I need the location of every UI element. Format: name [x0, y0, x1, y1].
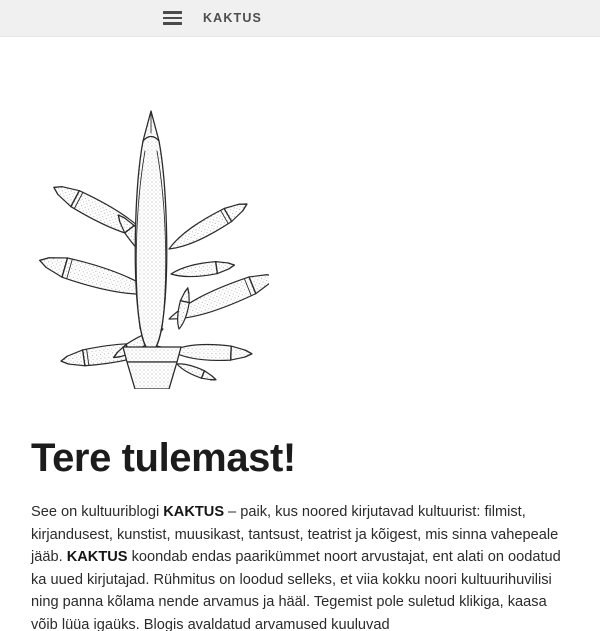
intro-text-part1: See on kultuuriblogi: [31, 504, 164, 520]
intro-paragraph: [31, 501, 571, 631]
main-content: [0, 37, 600, 631]
hamburger-bar-top: [163, 11, 182, 14]
hamburger-bar-middle: [163, 17, 182, 20]
intro-text-part3: koondab endas paarikümmet noort arvustajat, ent alati on oodatud ka uued kirjutajad. Rühmitus on loodud selleks, et viia kokku noori kultuurihuvilisi ning panna kõlama nende arvamus ja hääl. Tegemist pole suletud klikiga, kaasa võib lüüa igaüks. Blogis avaldatud arvamused kuuluvad: [31, 549, 561, 631]
site-header: [0, 0, 600, 37]
intro-brand-2: KAKTUS: [66, 549, 128, 565]
cactus-central-stem: [135, 111, 166, 351]
intro-text-part2: – paik, kus noored kirjutavad kultuurist: filmist, kirjandusest, kunstist, muusikast, tantsust, teatrist ja kõigest, mis sinna vahepeale jääb.: [31, 504, 559, 565]
hamburger-bar-bottom: [163, 22, 182, 25]
pencil-cactus-illustration: [31, 37, 569, 437]
page-title: Tere tulemast!: [31, 436, 296, 480]
flower-pot: [123, 347, 181, 389]
intro-brand-1: KAKTUS: [163, 504, 225, 520]
site-title[interactable]: KAKTUS: [203, 10, 262, 25]
cactus-svg: [39, 89, 269, 389]
hamburger-menu-icon[interactable]: [163, 8, 183, 28]
